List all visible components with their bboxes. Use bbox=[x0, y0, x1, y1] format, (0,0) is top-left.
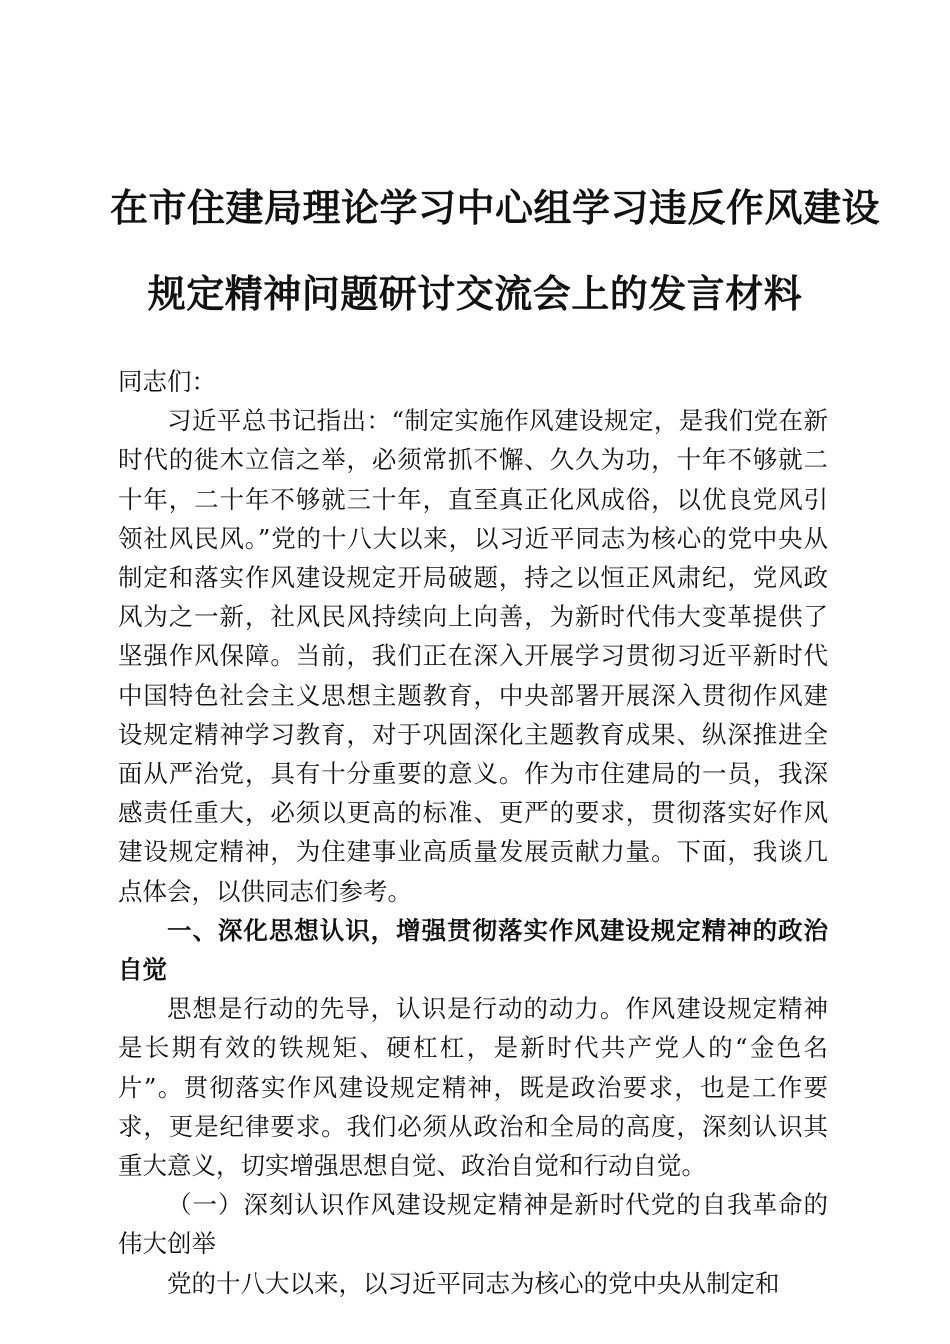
section-heading-1: 一、深化思想认识，增强贯彻落实作风建设规定精神的政治自觉 bbox=[118, 915, 828, 985]
paragraph-intro: 习近平总书记指出：“制定实施作风建设规定，是我们党在新时代的徙木立信之举，必须常抓不懈、久久为功，十年不够就二十年，二十年不够就三十年，直至真正化风成俗，以优良党风引领社风民风。”党的十八大以来，以习近平同志为核心的党中央从制定和落实作风建设规定开局破题，持之以恒正风肃纪，党风政风为之一新，社风民风持续向上向善，为新时代伟大变革提供了坚强作风保障。当前，我们正在深入开展学习贯彻习近平新时代中国特色社会主义思想主题教育，中央部署开展深入贯彻作风建设规定精神学习教育，对于巩固深化主题教育成果、纵深推进全面从严治党，具有十分重要的意义。作为市住建局的一员，我深感责任重大，必须以更高的标准、更严的要求，贯彻落实好作风建设规定精神，为住建事业高质量发展贡献力量。下面，我谈几点体会，以供同志们参考。 bbox=[118, 406, 828, 906]
document-title bbox=[110, 165, 881, 337]
paragraph-subsection-1: 党的十八大以来，以习近平同志为核心的党中央从制定和 bbox=[167, 1268, 780, 1298]
title-line-2: 规定精神问题研讨交流会上的发言材料 bbox=[147, 271, 803, 316]
subsection-heading-1: （一）深刻认识作风建设规定精神是新时代党的自我革命的伟大创举 bbox=[118, 1190, 828, 1259]
paragraph-section-1: 思想是行动的先导，认识是行动的动力。作风建设规定精神是长期有效的铁规矩、硬杠杠，是新时代共产党人的“金色名片”。贯彻落实作风建设规定精神，既是政治要求，也是工作要求，更是纪律要求。我们必须从政治和全局的高度，深刻认识其重大意义，切实增强思想自觉、政治自觉和行动自觉。 bbox=[118, 994, 828, 1181]
title-line-1: 在市住建局理论学习中心组学习违反作风建设 bbox=[110, 185, 881, 230]
document-body bbox=[118, 362, 828, 1303]
salutation: 同志们： bbox=[118, 367, 216, 396]
